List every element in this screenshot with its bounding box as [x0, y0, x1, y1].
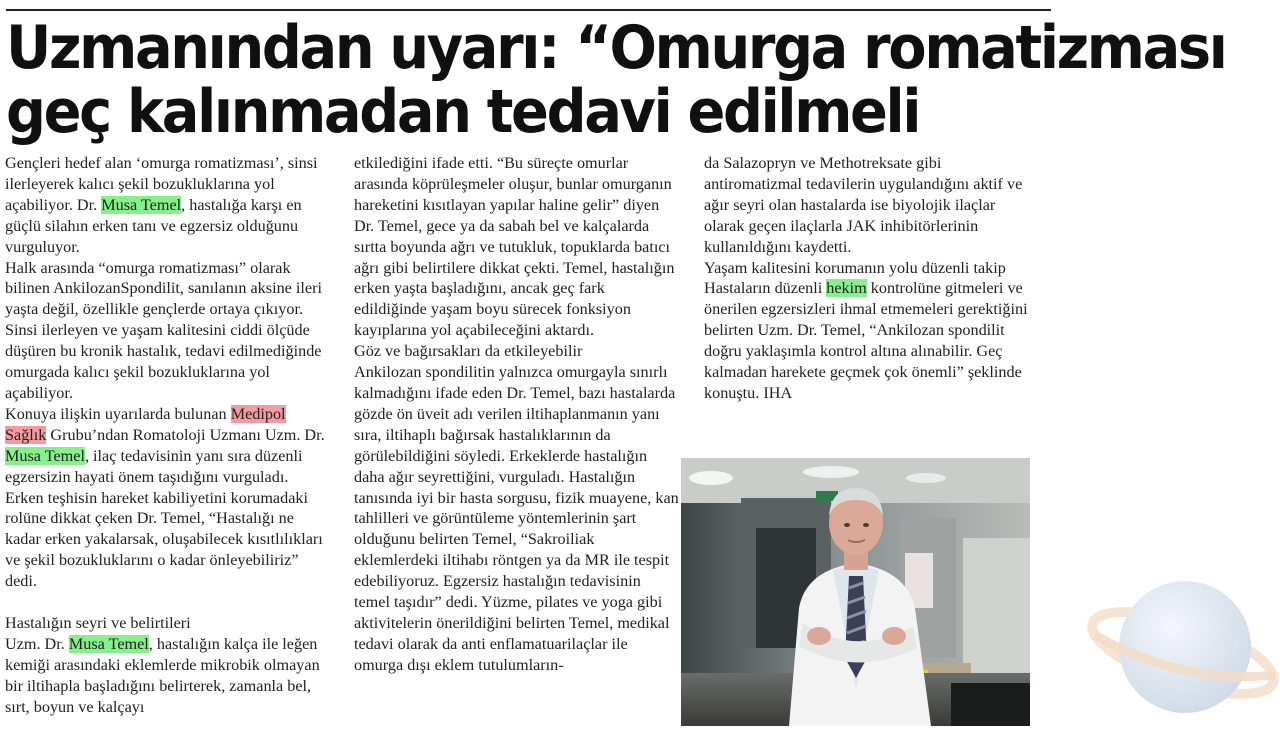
paragraph-gap — [5, 592, 325, 613]
photo-illustration — [681, 458, 1030, 726]
headline-line-1: Uzmanından uyarı: “Omurga romatizması — [6, 13, 1226, 83]
article-headline — [6, 13, 1226, 147]
subheading: Yaşam kalitesini korumanın yolu düzenli takip — [704, 258, 1006, 277]
highlighted-keyword: hekim — [826, 279, 867, 298]
paragraph: Uzm. Dr. Musa Temel, hastalığın kalça ile leğen kemiği arasındaki eklemlerde mikrobik olmayan bir iltihapla başladığını belirterek, zamanla bel, sırt, boyun ve kalçayı — [5, 634, 320, 716]
subheading: Hastalığın seyri ve belirtileri — [5, 613, 191, 632]
headline-line-2: geç kalınmadan tedavi edilmeli — [6, 77, 920, 147]
paragraph: etkilediğini ifade etti. “Bu süreçte omurlar arasında köprüleşmeler oluşur, bunlar omurganın hareketini kısıtlayan yapılar haline gelir” diyen Dr. Temel, gece ya da sabah bel ve kalçalarda sırtta boyunda ağrı ve tutukluk, topuklarda batıcı ağrı gibi belirtilere dikkat çekti. Temel, hastalığın erken yaşta başladığını, ancak geç fark edildiğinde yaşam boyu sürecek fonksiyon kayıplarına yol açabileceğini aktardı. — [354, 154, 675, 340]
globe-ring-logo — [1085, 575, 1280, 730]
globe-ring-icon — [1085, 575, 1280, 730]
paragraph: Konuya ilişkin uyarılarda bulunan Medipol Sağlık Grubu’ndan Romatoloji Uzmanı Uzm. Dr. Musa Temel, ilaç tedavisinin yanı sıra düzenli egzersizin hayati önem taşıdığını vurguladı. Erken teşhisin hareket kabiliyetini korumadaki rolüne dikkat çeken Dr. Temel, “Hastalığı ne kadar erken yakalarsak, oluşabilecek kısıtlılıkları ve şekil bozukluklarını o kadar önleyebiliriz” dedi. — [5, 404, 325, 591]
doctor-portrait-photo — [681, 458, 1030, 726]
highlighted-organization: Medipol Sağlık — [5, 404, 286, 444]
paragraph: Hastaların düzenli hekim kontrolüne gitmeleri ve önerilen egzersizleri ihmal etmemeleri gerektiğini belirten Uzm. Dr. Temel, “Ankilozan spondilit doğru yaklaşımla kontrol altına alınabilir. Geç kalmadan harekete geçmek çok önemli” şeklinde konuştu. IHA — [704, 279, 1028, 402]
paragraph: Ankilozan spondilitin yalnızca omurgayla sınırlı kalmadığını ifade eden Dr. Temel, bazı hastalarda gözde ön üveit adı verilen iltihaplanmanın yanı sıra, iltihaplı bağırsak hastalıklarının da görülebildiğini söyledi. Erkeklerde hastalığın daha ağır seyrettiğini, vurguladı. Hastalığın tanısında iyi bir hasta sorgusu, fizik muayene, kan tahlilleri ve görüntüleme yöntemlerinin şart olduğunu belirten Temel, “Sakroiliak eklemlerdeki iltihabı röntgen ya da MR ile tespit edebiliyoruz. Egzersiz hastalığın tedavisinin temel taşıdır” dedi. Yüzme, pilates ve yoga gibi aktivitelerin önerildiğini belirten Temel, medikal tedavi olarak da anti enflamatuarilaçlar ile omurga dışı eklem tutulumların- — [354, 363, 679, 674]
article-column-1 — [5, 153, 325, 717]
paragraph: Halk arasında “omurga romatizması” olarak bilinen AnkilozanSpondilit, sanılanın aksine ileri yaşta değil, özellikle gençlerde ortaya çıkıyor. Sinsi ilerleyen ve yaşam kalitesini ciddi ölçüde düşüren bu kronik hastalık, tedavi edilmediğinde omurgada kalıcı şekil bozukluklarına yol açabiliyor. — [5, 258, 322, 402]
paragraph: Gençleri hedef alan ‘omurga romatizması’, sinsi ilerleyerek kalıcı şekil bozukluklarına yol açabiliyor. Dr. Musa Temel, hastalığa karşı en güçlü silahın erken tanı ve egzersiz olduğunu vurguluyor. — [5, 154, 318, 256]
article-column-3 — [704, 153, 1029, 404]
highlighted-name: Musa Temel — [101, 195, 182, 214]
paragraph: da Salazopryn ve Methotreksate gibi antiromatizmal tedavilerin uygulandığını aktif ve ağır seyri olan hastalarda ise biyolojik ilaçlar olarak geçen ilaçlarla JAK inhibitörlerinin kullanıldığını kaydetti. — [704, 154, 1023, 256]
top-rule — [6, 9, 1051, 11]
subheading: Göz ve bağırsakları da etkileyebilir — [354, 342, 583, 361]
highlighted-name: Musa Temel — [68, 634, 149, 653]
article-column-2 — [354, 153, 679, 676]
highlighted-name: Musa Temel — [5, 446, 85, 465]
